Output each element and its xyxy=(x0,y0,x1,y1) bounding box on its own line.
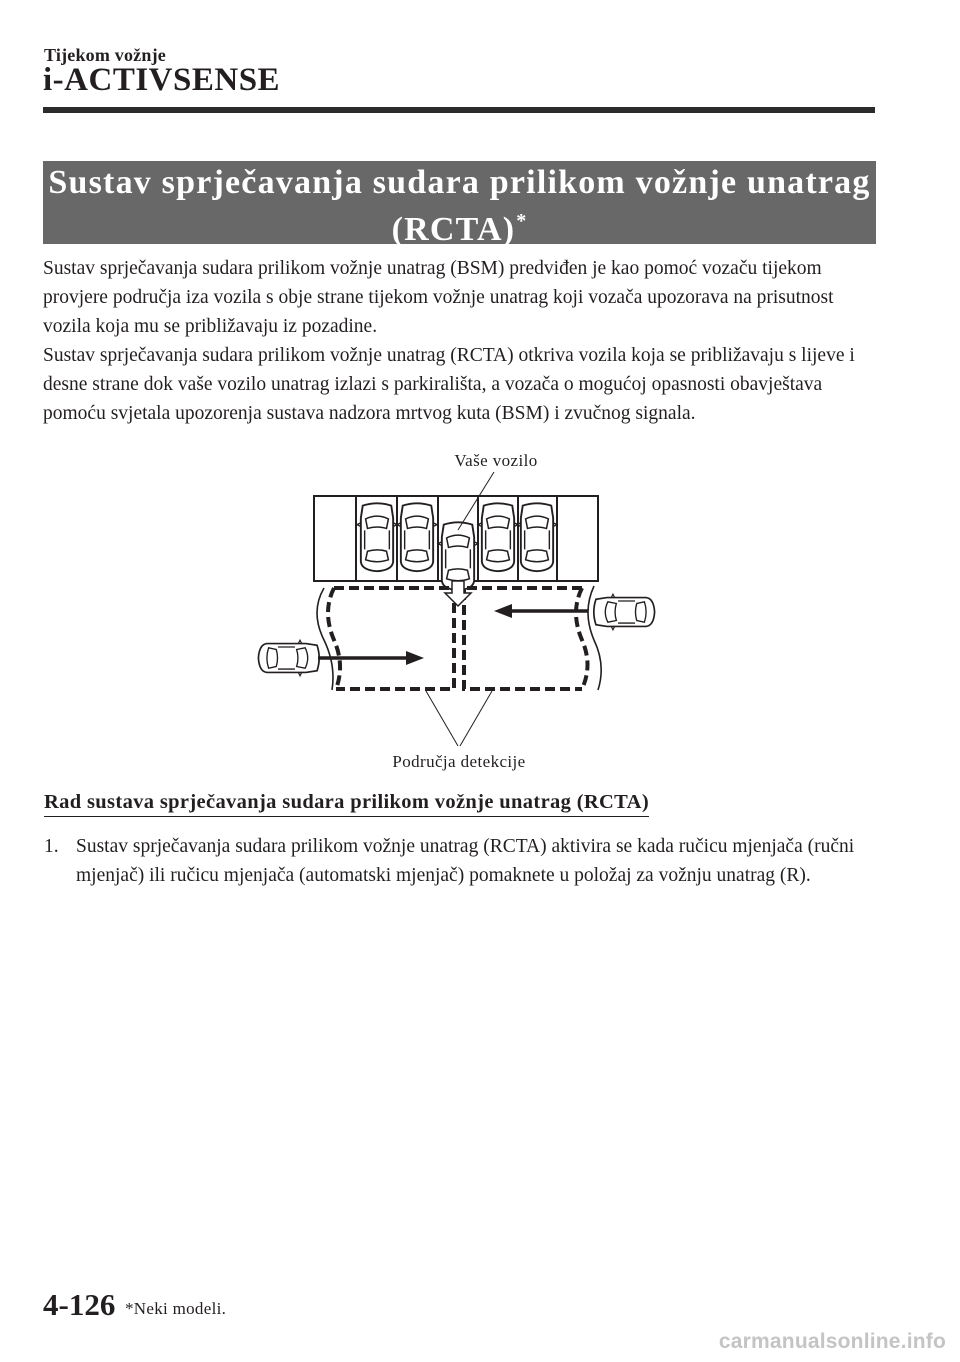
section-kicker: Tijekom vožnje xyxy=(44,45,166,65)
banner-acronym: (RCTA) xyxy=(391,211,516,248)
parked-car xyxy=(478,503,518,571)
rcta-diagram xyxy=(250,440,670,780)
footnote: *Neki modeli. xyxy=(125,1299,227,1318)
leader-line-area-left xyxy=(426,691,458,746)
detection-area-right xyxy=(464,588,588,689)
leader-line-area-right xyxy=(460,691,492,746)
intro-paragraph-2: Sustav sprječavanja sudara prilikom vožnje unatrag (RCTA) otkriva vozila koja se približavaju s lijeve i desne strane dok vaše vozilo unatrag izlazi s parkirališta, a vozača o mogućoj opasnosti obavještava pomoću svjetala upozorenja sustava nadzora mrtvog kuta (BSM) i zvučnog signala. xyxy=(43,345,855,424)
parked-car xyxy=(397,503,437,571)
steps-list xyxy=(44,832,884,890)
title-banner xyxy=(43,161,876,248)
section-title: i-ACTIVSENSE xyxy=(43,62,281,98)
approaching-car-left xyxy=(258,640,319,676)
label-detection-areas: Područja detekcije xyxy=(392,752,526,771)
footnote-mark: * xyxy=(516,210,528,232)
detection-area-left xyxy=(328,588,454,689)
parked-car xyxy=(357,503,397,571)
operation-heading: Rad sustava sprječavanja sudara prilikom vožnje unatrag (RCTA) xyxy=(44,789,649,817)
banner-title-line-2 xyxy=(43,201,876,250)
intro-text xyxy=(43,254,883,428)
header-rule xyxy=(43,107,875,113)
watermark: carmanualsonline.info xyxy=(718,1330,946,1353)
step-item xyxy=(44,832,884,890)
step-number: 1. xyxy=(44,836,59,857)
arrow-left-car-motion xyxy=(318,651,424,665)
page-number: 4-126 xyxy=(43,1287,116,1322)
banner-title-line-1: Sustav sprječavanja sudara prilikom vožnje unatrag xyxy=(48,164,871,201)
arrow-right-car-motion xyxy=(494,604,588,618)
label-your-vehicle: Vaše vozilo xyxy=(454,451,538,470)
intro-paragraph-1: Sustav sprječavanja sudara prilikom vožnje unatrag (BSM) predviđen je kao pomoć vozaču tijekom provjere područja iza vozila s obje strane tijekom vožnje unatrag koji vozača upozorava na prisutnost vozila koja mu se približavaju iz pozadine. xyxy=(43,258,834,337)
own-vehicle xyxy=(438,522,478,590)
step-text: Sustav sprječavanja sudara prilikom vožnje unatrag (RCTA) aktivira se kada ručicu mjenjača (ručni mjenjač) ili ručicu mjenjača (automatski mjenjač) pomaknete u položaj za vožnju unatrag (R). xyxy=(76,836,855,886)
parked-car xyxy=(517,503,557,571)
approaching-car-right xyxy=(594,594,655,630)
